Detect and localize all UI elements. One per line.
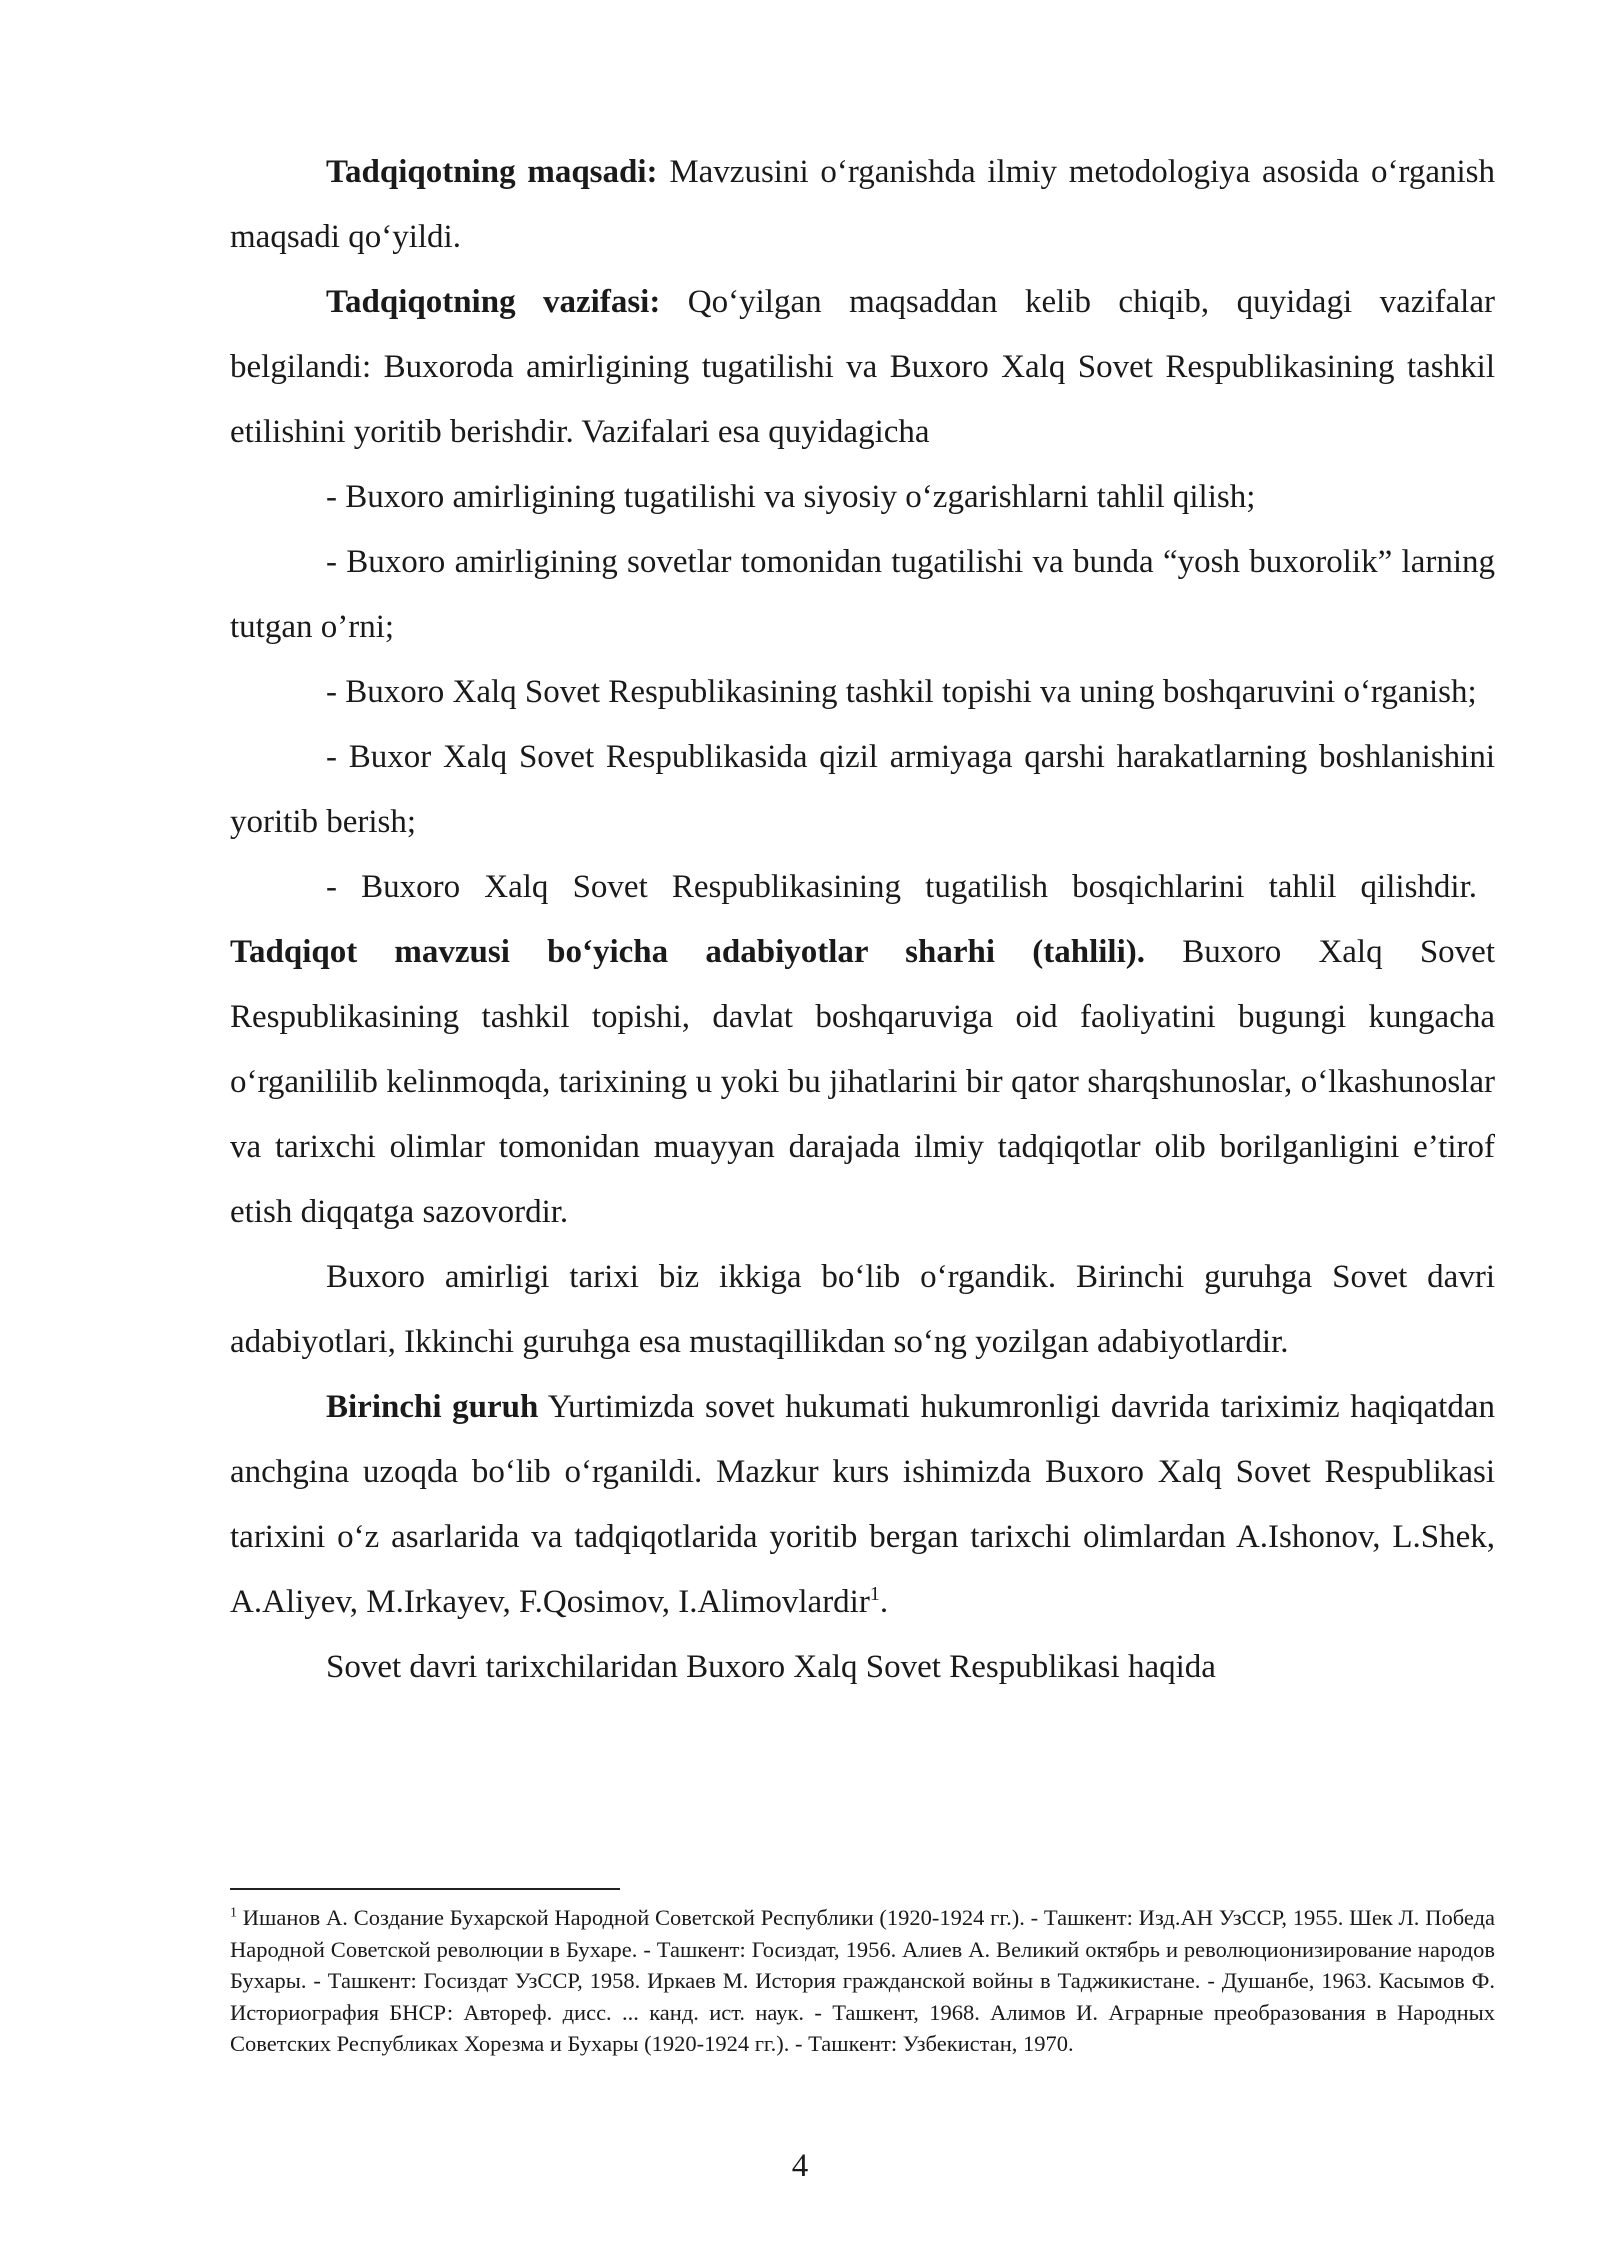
list-item-task-2: - Buxoro amirligining sovetlar tomonidan tugatilishi va bunda “yosh buxorolik” larning tutgan o’rni; bbox=[230, 544, 1495, 645]
paragraph-first-group bbox=[230, 1375, 1495, 1635]
list-item-task-1: - Buxoro amirligining tugatilishi va siyosiy oʻzgarishlarni tahlil qilish; bbox=[326, 479, 1256, 515]
heading-research-goal: Tadqiqotning maqsadi: bbox=[326, 154, 658, 190]
text-first-group: Yurtimizda sovet hukumati hukumronligi davrida tariximiz haqiqatdan anchgina uzoqda boʻlib oʻrganildi. Mazkur kurs ishimizda Buxoro Xalq Sovet Respublikasi tarixini oʻz asarlarida va tadqiqotlarida yoritib bergan tarixchi olimlardan A.Ishonov, L.Shek, A.Aliyev, M.Irkayev, F.Qosimov, I.Alimovlardir bbox=[230, 1389, 1495, 1620]
footnote bbox=[230, 1902, 1495, 2060]
paragraph-soviet-historians: Sovet davri tarixchilaridan Buxoro Xalq Sovet Respublikasi haqida bbox=[326, 1649, 1216, 1685]
heading-literature-review: Tadqiqot mavzusi boʻyicha adabiyotlar sharhi (tahlili). bbox=[230, 934, 1146, 970]
text-literature-review: Buxoro Xalq Sovet Respublikasining tashkil topishi, davlat boshqaruviga oid faoliyatini bugungi kungacha oʻrganililib kelinmoqda, tarixining u yoki bu jihatlarini bir qator sharqshunoslar, oʻlkashunoslar va tarixchi olimlar tomonidan muayyan darajada ilmiy tadqiqotlar olib borilganligini e’tirof etish diqqatga sazovordir. bbox=[230, 934, 1495, 1230]
footnote-divider bbox=[230, 1888, 620, 1890]
heading-first-group: Birinchi guruh bbox=[326, 1389, 539, 1425]
footnote-reference[interactable]: 1 bbox=[869, 1583, 880, 1605]
text-research-goal: Mavzusini oʻrganishda ilmiy metodologiya asosida oʻrganish maqsadi qoʻyildi. bbox=[230, 154, 1495, 255]
sentence-end: . bbox=[879, 1584, 889, 1620]
text-research-task: Qoʻyilgan maqsaddan kelib chiqib, quyidagi vazifalar belgilandi: Buxoroda amirligining tugatilishi va Buxoro Xalq Sovet Respublikasining tashkil etilishini yoritib berishdir. Vazifalari esa quyidagicha bbox=[230, 284, 1495, 450]
paragraph-literature-review bbox=[230, 855, 1495, 1245]
heading-research-task: Tadqiqotning vazifasi: bbox=[326, 284, 661, 320]
paragraph-research-goal bbox=[230, 140, 1495, 270]
list-item-task-5: - Buxoro Xalq Sovet Respublikasining tugatilish bosqichlarini tahlil qilishdir. bbox=[326, 869, 1477, 905]
document-body bbox=[230, 140, 1495, 1700]
page-number: 4 bbox=[791, 2148, 809, 2184]
list-item-task-4: - Buxor Xalq Sovet Respublikasida qizil armiyaga qarshi harakatlarning boshlanishini yoritib berish; bbox=[230, 739, 1495, 840]
footnote-text: Ишанов А. Создание Бухарской Народной Советской Республики (1920-1924 гг.). - Ташкент: Изд.АН УзССР, 1955. Шек Л. Победа Народной Советской революции в Бухаре. - Ташкент: Госиздат, 1956. Алиев А. Великий октябрь и революционизирование народов Бухары. - Ташкент: Госиздат УзССР, 1958. Иркаев М. История гражданской войны в Таджикистане. - Душанбе, 1963. Касымов Ф. Историография БНСР: Автореф. дисс. ... канд. ист. наук. - Ташкент, 1968. Алимов И. Аграрные преобразования в Народных Советских Республиках Хорезма и Бухары (1920-1924 гг.). - Ташкент: Узбекистан, 1970. bbox=[230, 1905, 1495, 2056]
footnote-mark: 1 bbox=[230, 1905, 237, 1921]
paragraph-research-task bbox=[230, 270, 1495, 465]
list-item-task-3: - Buxoro Xalq Sovet Respublikasining tashkil topishi va uning boshqaruvini oʻrganish; bbox=[326, 674, 1477, 710]
paragraph-literature-groups: Buxoro amirligi tarixi biz ikkiga boʻlib oʻrgandik. Birinchi guruhga Sovet davri adabiyotlari, Ikkinchi guruhga esa mustaqillikdan soʻng yozilgan adabiyotlardir. bbox=[230, 1259, 1495, 1360]
